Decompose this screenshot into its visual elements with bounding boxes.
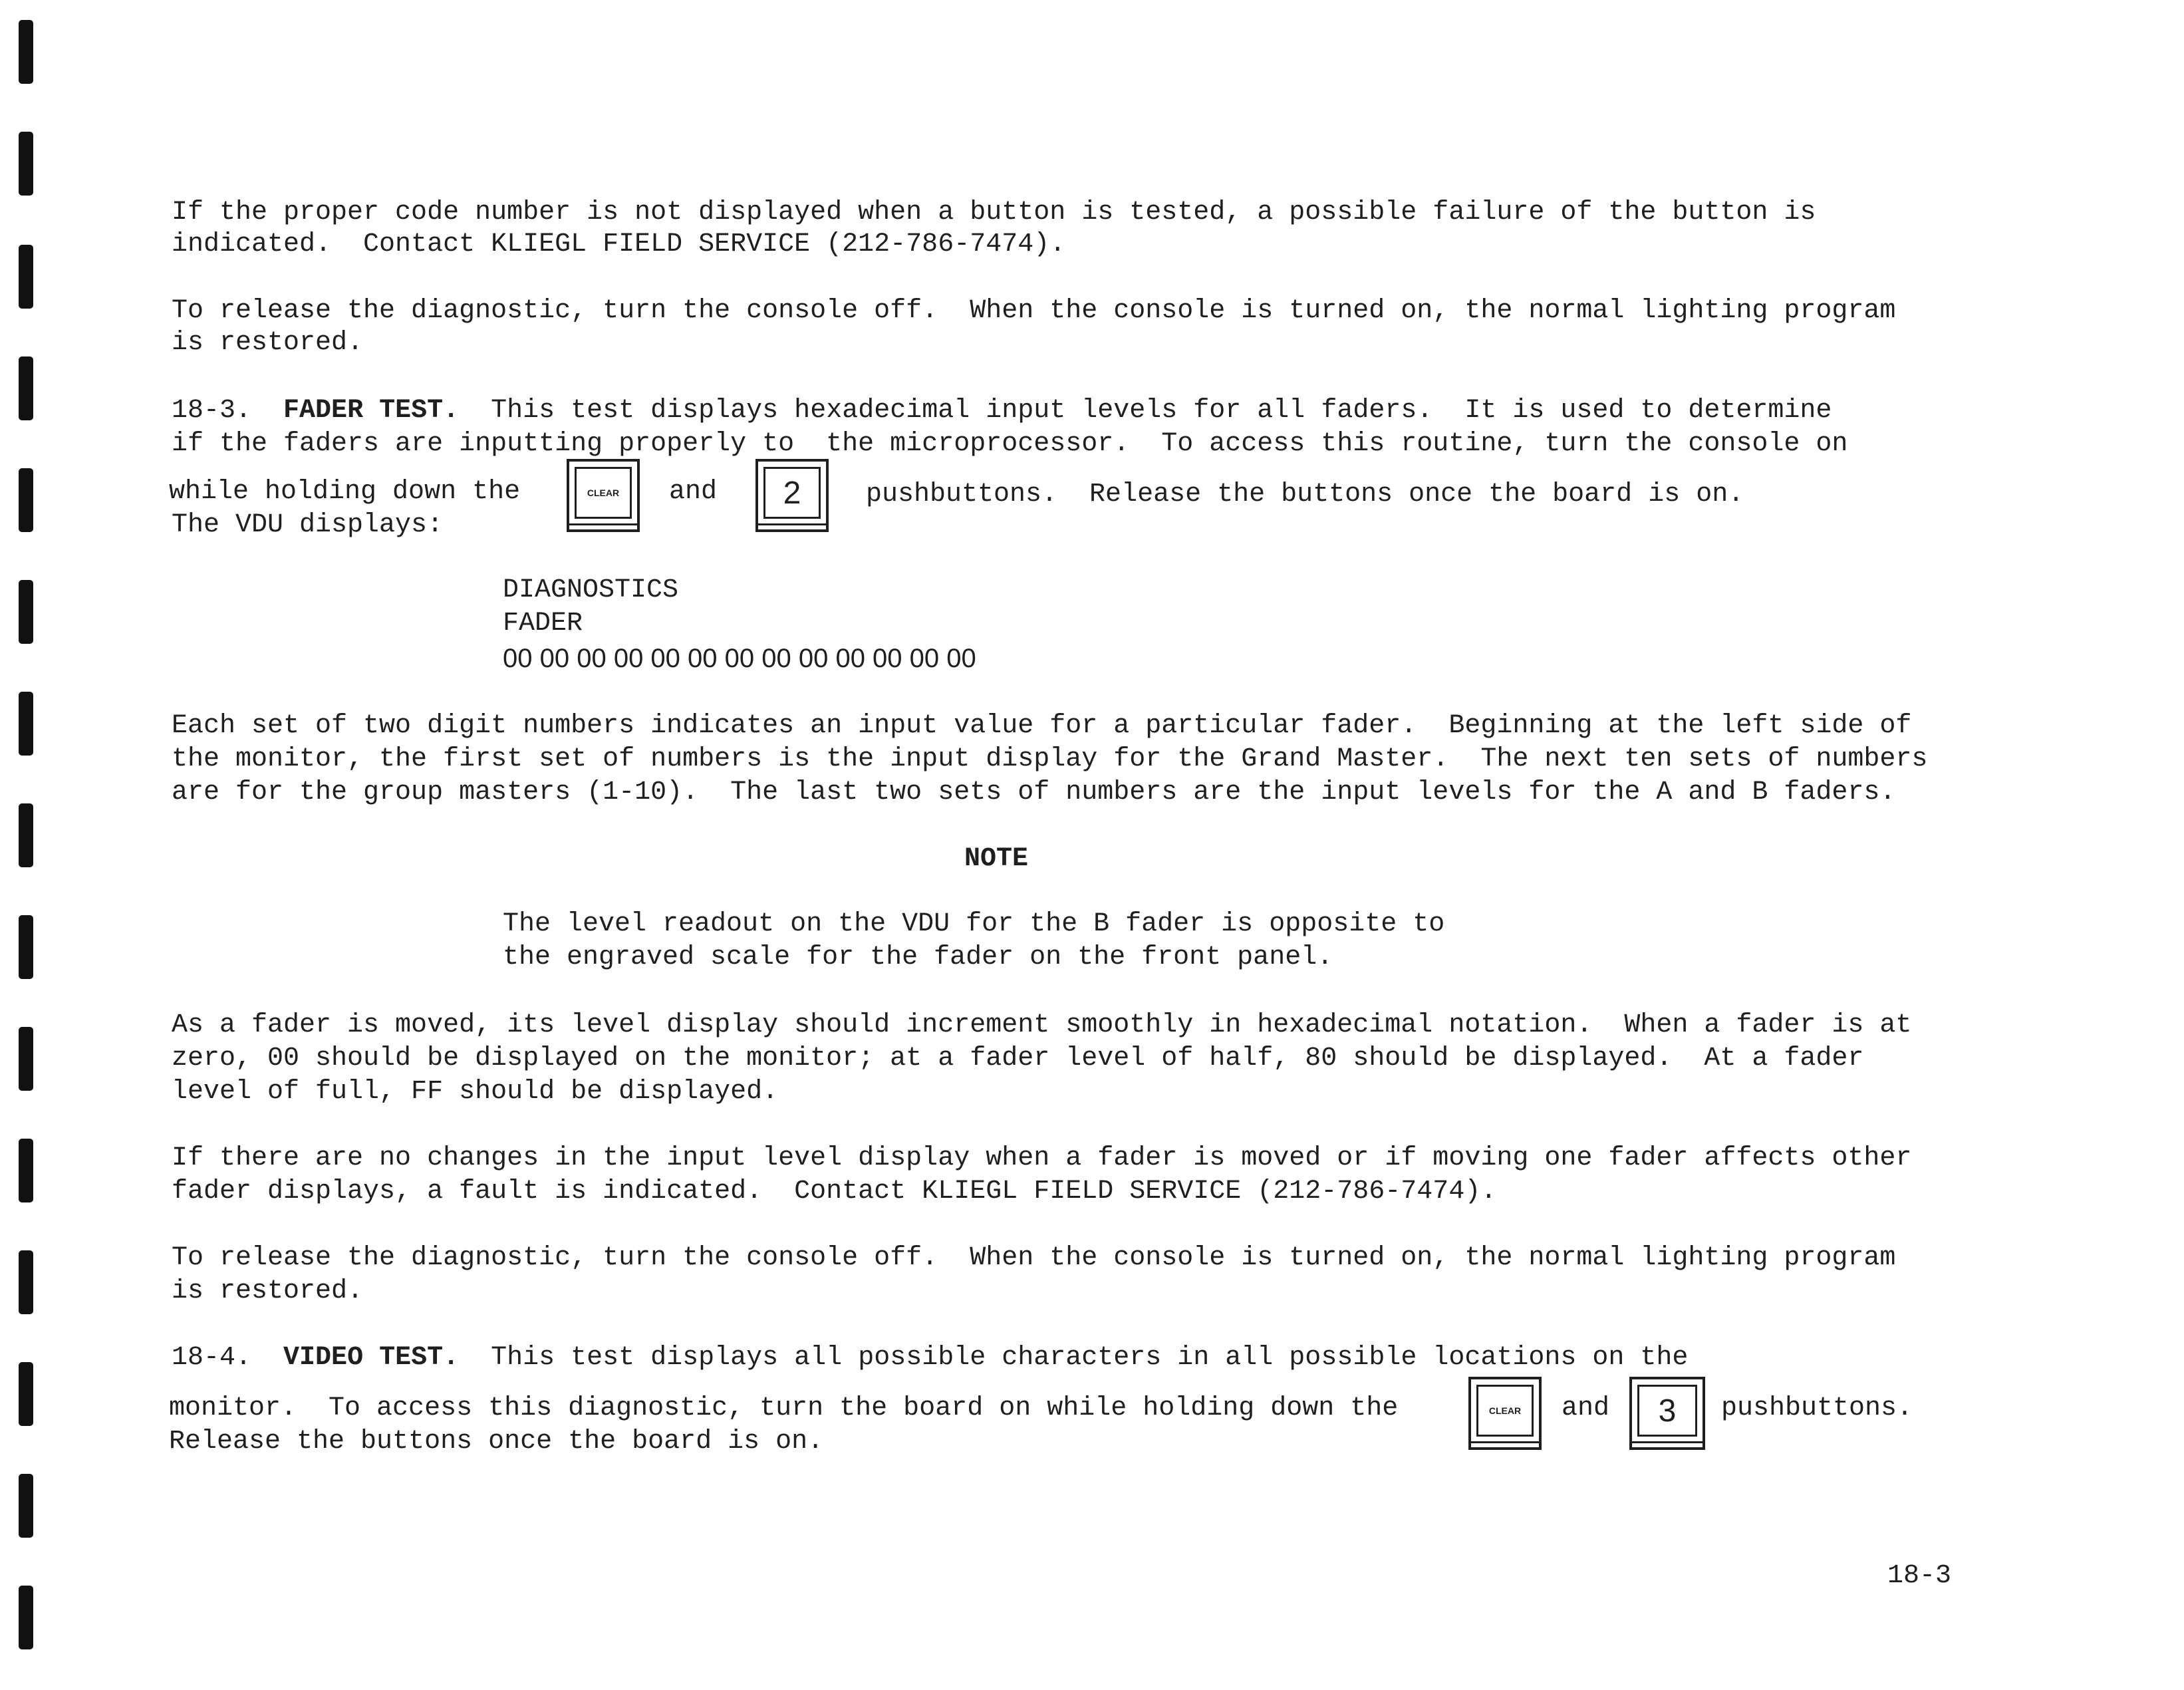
video-test-line1 — [172, 1342, 1688, 1374]
section-heading: VIDEO TEST. — [283, 1343, 460, 1373]
page-number: 18-3 — [1887, 1561, 1952, 1591]
para-release2-line1: To release the diagnostic, turn the console off. When the console is turned on, the normal lighting program — [172, 1243, 1896, 1273]
binding-hole-mark — [19, 245, 33, 309]
para-moved-line3: level of full, FF should be displayed. — [172, 1077, 779, 1107]
binding-hole-mark — [19, 1027, 33, 1091]
para2-line1: To release the diagnostic, turn the console off. When the console is turned on, the normal lighting program — [172, 296, 1896, 326]
binding-hole-mark — [19, 915, 33, 979]
binding-hole-mark — [19, 1362, 33, 1426]
clear-key-label: CLEAR — [1476, 1385, 1534, 1437]
fader-test-line1 — [172, 395, 1832, 427]
binding-hole-mark — [19, 692, 33, 756]
para-sets-line1: Each set of two digit numbers indicates an input value for a particular fader. Beginning at the left side of — [172, 711, 1912, 741]
binding-hole-mark — [19, 580, 33, 644]
para2-line2: is restored. — [172, 328, 364, 358]
note-heading: NOTE — [964, 844, 1029, 874]
fader-test-line3-and: and — [669, 477, 718, 507]
clear-key-label: CLEAR — [575, 467, 632, 519]
vdu-display-line2: FADER — [503, 609, 583, 638]
vdu-display-line1: DIAGNOSTICS — [503, 575, 679, 605]
number-key-label: 2 — [763, 467, 821, 519]
clear-pushbutton-icon — [1468, 1377, 1542, 1450]
video-test-line2-post: pushbuttons. — [1721, 1393, 1913, 1423]
binding-hole-mark — [19, 20, 33, 84]
para1-line1: If the proper code number is not displayed when a button is tested, a possible failure of the button is — [172, 198, 1816, 227]
note-line2: the engraved scale for the fader on the front panel. — [503, 942, 1333, 972]
video-test-line1-text: This test displays all possible characters in all possible locations on the — [491, 1343, 1689, 1373]
video-test-line3: Release the buttons once the board is on. — [169, 1427, 824, 1457]
para1-line2: indicated. Contact KLIEGL FIELD SERVICE (212-786-7474). — [172, 229, 1066, 259]
fader-test-line1-text: This test displays hexadecimal input levels for all faders. It is used to determine — [491, 396, 1832, 426]
para-moved-line2: zero, 00 should be displayed on the monitor; at a fader level of half, 80 should be displayed. At a fader — [172, 1044, 1864, 1073]
fader-test-line3-post: pushbuttons. Release the buttons once the board is on. — [866, 480, 1744, 509]
section-heading: FADER TEST. — [283, 396, 460, 426]
number-3-pushbutton-icon — [1629, 1377, 1705, 1450]
binding-hole-mark — [19, 132, 33, 196]
para-fault-line1: If there are no changes in the input level display when a fader is moved or if moving one fader affects other — [172, 1143, 1912, 1173]
para-moved-line1: As a fader is moved, its level display should increment smoothly in hexadecimal notation. When a fader is at — [172, 1010, 1912, 1040]
para-release2-line2: is restored. — [172, 1276, 364, 1306]
binding-hole-mark — [19, 356, 33, 420]
para-sets-line3: are for the group masters (1-10). The last two sets of numbers are the input levels for the A and B faders. — [172, 777, 1896, 807]
video-test-line2-and: and — [1562, 1393, 1610, 1423]
fader-test-line4: The VDU displays: — [172, 510, 444, 540]
note-line1: The level readout on the VDU for the B fader is opposite to — [503, 909, 1445, 939]
binding-hole-mark — [19, 803, 33, 867]
fader-test-line2: if the faders are inputting properly to the microprocessor. To access this routine, turn the console on — [172, 429, 1848, 459]
video-test-line2-pre: monitor. To access this diagnostic, turn the board on while holding down the — [169, 1393, 1399, 1423]
vdu-display-line3: 00 00 00 00 00 00 00 00 00 00 00 00 00 — [503, 644, 976, 673]
section-number: 18-4. — [172, 1343, 252, 1373]
binding-hole-mark — [19, 1250, 33, 1314]
para-fault-line2: fader displays, a fault is indicated. Contact KLIEGL FIELD SERVICE (212-786-7474). — [172, 1177, 1497, 1206]
section-number: 18-3. — [172, 396, 252, 426]
fader-test-line3-pre: while holding down the — [169, 477, 521, 507]
para-sets-line2: the monitor, the first set of numbers is the input display for the Grand Master. The next ten sets of numbers — [172, 744, 1928, 774]
clear-pushbutton-icon — [567, 459, 640, 532]
number-key-label: 3 — [1637, 1385, 1697, 1437]
binding-hole-mark — [19, 1474, 33, 1538]
binding-hole-mark — [19, 1139, 33, 1202]
binding-hole-mark — [19, 1586, 33, 1649]
number-2-pushbutton-icon — [755, 459, 829, 532]
binding-hole-mark — [19, 468, 33, 532]
